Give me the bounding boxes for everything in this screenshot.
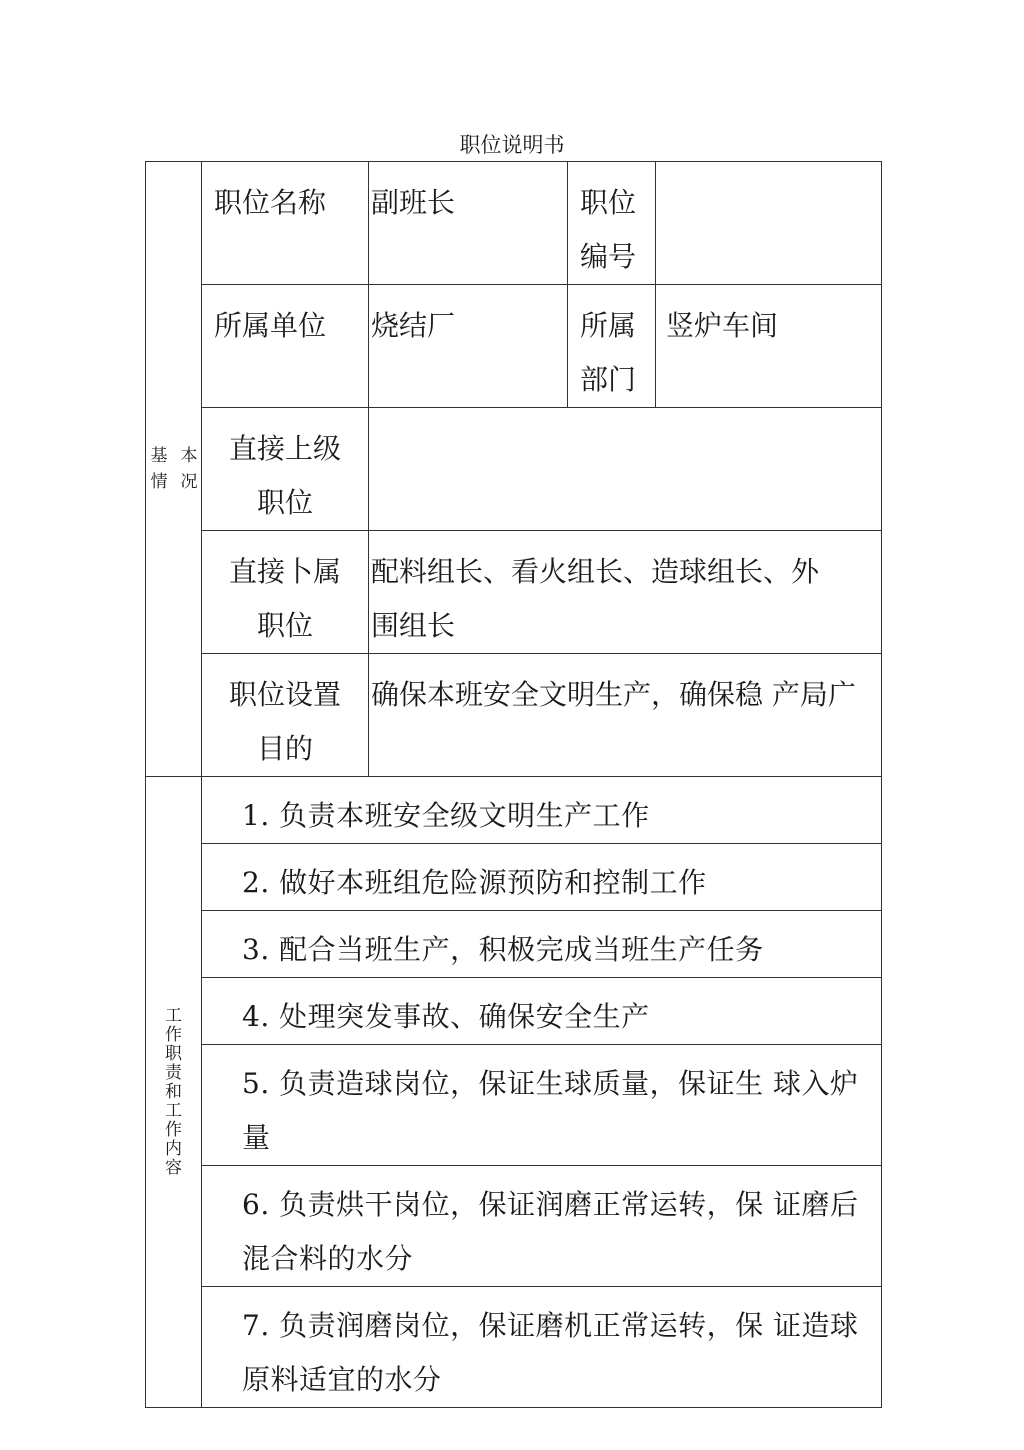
row-subordinate bbox=[146, 531, 882, 654]
category-basic-label bbox=[146, 443, 201, 495]
duty-row-5 bbox=[146, 1045, 882, 1166]
row-superior bbox=[146, 408, 882, 531]
duty-item: 2. 做好本班组危险源预防和控制工作 bbox=[202, 844, 882, 911]
position-code-label: 职位编号 bbox=[568, 162, 656, 285]
duty-item: 5. 负责造球岗位，保证生球质量，保证生 球入炉量 bbox=[202, 1045, 882, 1166]
dept-value: 竖炉车间 bbox=[656, 285, 882, 408]
duty-item: 4. 处理突发事故、确保安全生产 bbox=[202, 978, 882, 1045]
position-name-label: 职位名称 bbox=[202, 162, 369, 285]
subordinate-value: 配料组长、看火组长、造球组长、外围组长 bbox=[369, 531, 882, 654]
duty-item: 6. 负责烘干岗位，保证润磨正常运转，保 证磨后混合料的水分 bbox=[202, 1166, 882, 1287]
job-description-table bbox=[145, 161, 882, 1408]
dept-label: 所属部门 bbox=[568, 285, 656, 408]
superior-label: 直接上级职位 bbox=[202, 408, 369, 531]
row-position-name bbox=[146, 162, 882, 285]
duty-row-1 bbox=[146, 777, 882, 844]
unit-value: 烧结厂 bbox=[369, 285, 568, 408]
document-title: 职位说明书 bbox=[459, 133, 565, 157]
duty-row-4 bbox=[146, 978, 882, 1045]
category-basic-col-2: 本况 bbox=[180, 446, 198, 492]
duty-item: 1. 负责本班安全级文明生产工作 bbox=[202, 777, 882, 844]
duty-row-7 bbox=[146, 1287, 882, 1408]
row-purpose bbox=[146, 654, 882, 777]
duty-row-2 bbox=[146, 844, 882, 911]
purpose-label: 职位设置目的 bbox=[202, 654, 369, 777]
category-work-duties bbox=[146, 777, 202, 1408]
duty-row-6 bbox=[146, 1166, 882, 1287]
duty-item: 3. 配合当班生产，积极完成当班生产任务 bbox=[202, 911, 882, 978]
purpose-value: 确保本班安全文明生产，确保稳 产局广 bbox=[369, 654, 882, 777]
category-work-label: 工作职责和工作内容 bbox=[165, 1005, 182, 1178]
subordinate-label: 直接卜属职位 bbox=[202, 531, 369, 654]
position-code-value bbox=[656, 162, 882, 285]
duty-row-3 bbox=[146, 911, 882, 978]
superior-value bbox=[369, 408, 882, 531]
position-name-value: 副班长 bbox=[369, 162, 568, 285]
category-basic-info bbox=[146, 162, 202, 777]
row-unit bbox=[146, 285, 882, 408]
category-basic-col-1: 基情 bbox=[150, 446, 168, 492]
duty-item: 7. 负责润磨岗位，保证磨机正常运转，保 证造球原料适宜的水分 bbox=[202, 1287, 882, 1408]
unit-label: 所属单位 bbox=[202, 285, 369, 408]
